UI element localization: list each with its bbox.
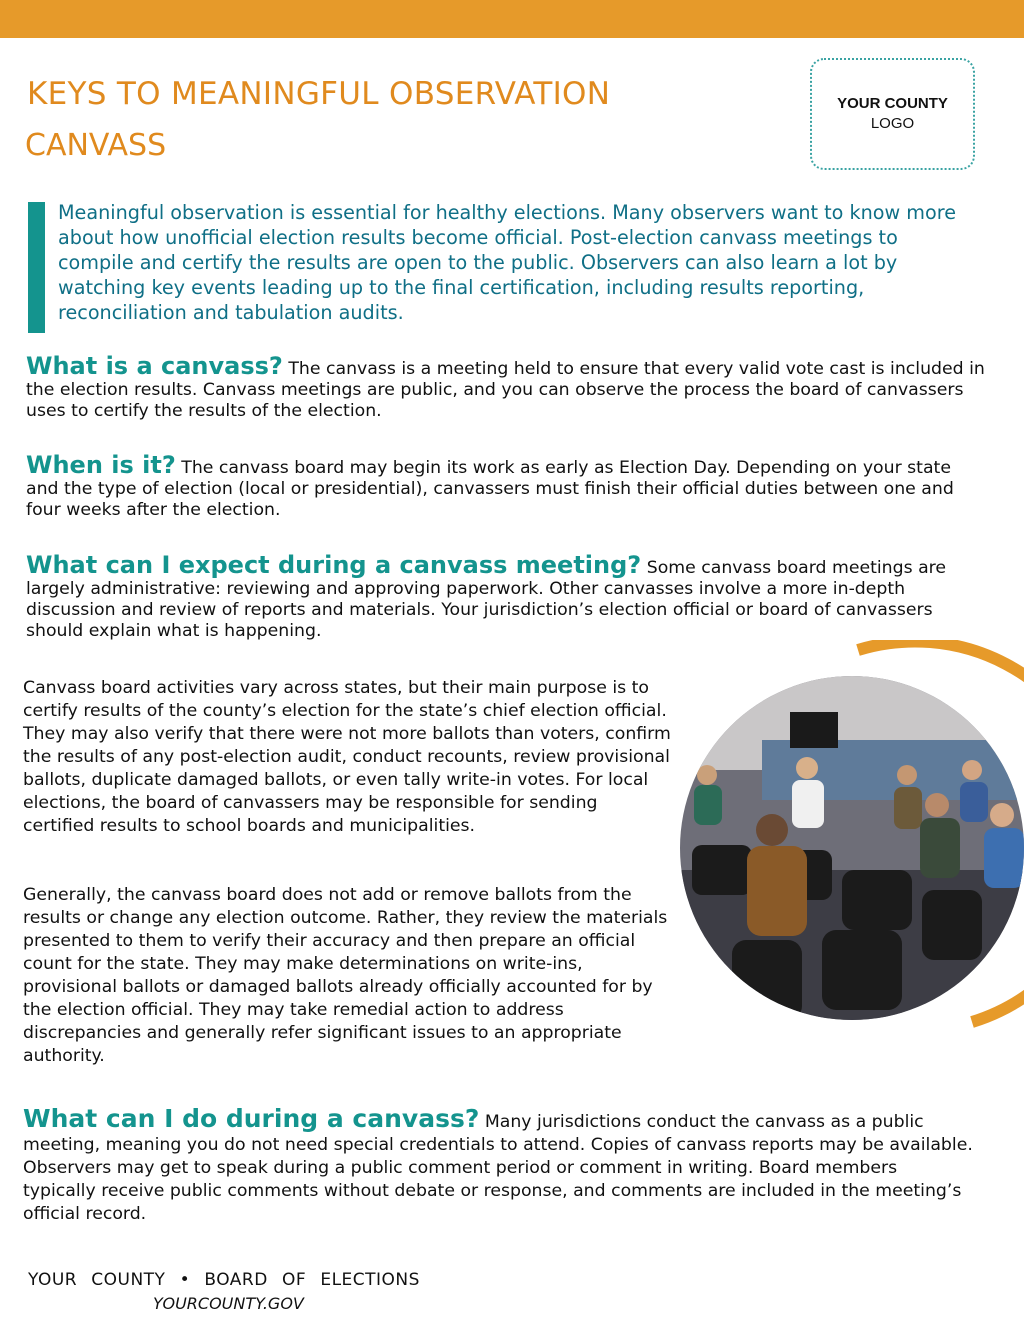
footer-website: YOURCOUNTY.GOV (153, 1294, 304, 1313)
canvass-meeting-photo (672, 640, 1024, 1040)
section-text: The canvass board may begin its work as early as Election Day. Depending on your state and the type of election (local or presidential), canvassers must finish their official duties between one and four weeks after the election. (26, 458, 954, 520)
logo-line-2: LOGO (870, 115, 915, 132)
section-heading: When is it? (26, 451, 176, 479)
section-what-is-canvass (26, 352, 986, 422)
body-paragraph-activities: Canvass board activities vary across states, but their main purpose is to certify results of the county’s election for the state’s chief election official. They may also verify that there were not more ballots than voters, confirm the results of any post-election audit, conduct recounts, review provisional ballots, duplicate damaged ballots, or even tally write-in votes. For local elections, the board of canvassers may be responsible for sending certified results to school boards and municipalities. (23, 678, 671, 836)
logo-line-1: YOUR COUNTY (837, 95, 948, 112)
section-what-to-expect (26, 551, 986, 642)
footer-org-line (28, 1270, 420, 1290)
section-heading: What can I expect during a canvass meeting? (26, 551, 642, 579)
page-subtitle: CANVASS (25, 128, 167, 163)
footer-word: ELECTIONS (320, 1270, 420, 1290)
top-accent-bar (0, 0, 1024, 38)
section-when-is-it (26, 451, 986, 521)
intro-paragraph: Meaningful observation is essential for healthy elections. Many observers want to know more about how unofficial election results become official. Post-election canvass meetings to compile and certify the results are open to the public. Observers can also learn a lot by watching key events leading up to the final certification, including results reporting, reconciliation and tabulation audits. (58, 201, 956, 324)
section-text: Some canvass board meetings are largely administrative: reviewing and approving paperwork. Other canvasses involve a more in-depth discussion and review of reports and materials. Your jurisdiction’s election official or board of canvassers should explain what is happening. (26, 558, 947, 641)
footer-word: YOUR (28, 1270, 78, 1290)
footer-word: OF (281, 1270, 307, 1290)
footer-word: COUNTY (91, 1270, 166, 1290)
section-what-can-i-do (23, 1104, 973, 1226)
section-text: The canvass is a meeting held to ensure that every valid vote cast is included in the election results. Canvass meetings are public, and you can observe the process the board of canvassers uses to certify the results of the election. (26, 359, 985, 421)
section-heading: What is a canvass? (26, 352, 283, 380)
footer-word: BOARD (204, 1270, 268, 1290)
body-paragraph-generally: Generally, the canvass board does not add or remove ballots from the results or change any election outcome. Rather, they review the materials presented to them to verify their accuracy and then prepare an official count for the state. They may make determinations on write-ins, provisional ballots or damaged ballots already officially accounted for by the election official. They may take remedial action to address discrepancies and generally refer significant issues to an appropriate authority. (23, 885, 668, 1066)
footer-bullet: • (179, 1270, 191, 1290)
county-logo-placeholder (810, 58, 975, 170)
page-title: KEYS TO MEANINGFUL OBSERVATION (27, 76, 611, 112)
section-heading: What can I do during a canvass? (23, 1104, 480, 1133)
section-text: Many jurisdictions conduct the canvass as a public meeting, meaning you do not need special credentials to attend. Copies of canvass reports may be available. Observers may get to speak during a public comment period or comment in writing. Board members typically receive public comments without debate or response, and comments are included in the meeting’s official record. (23, 1112, 973, 1224)
intro-quote-bar (28, 202, 45, 333)
